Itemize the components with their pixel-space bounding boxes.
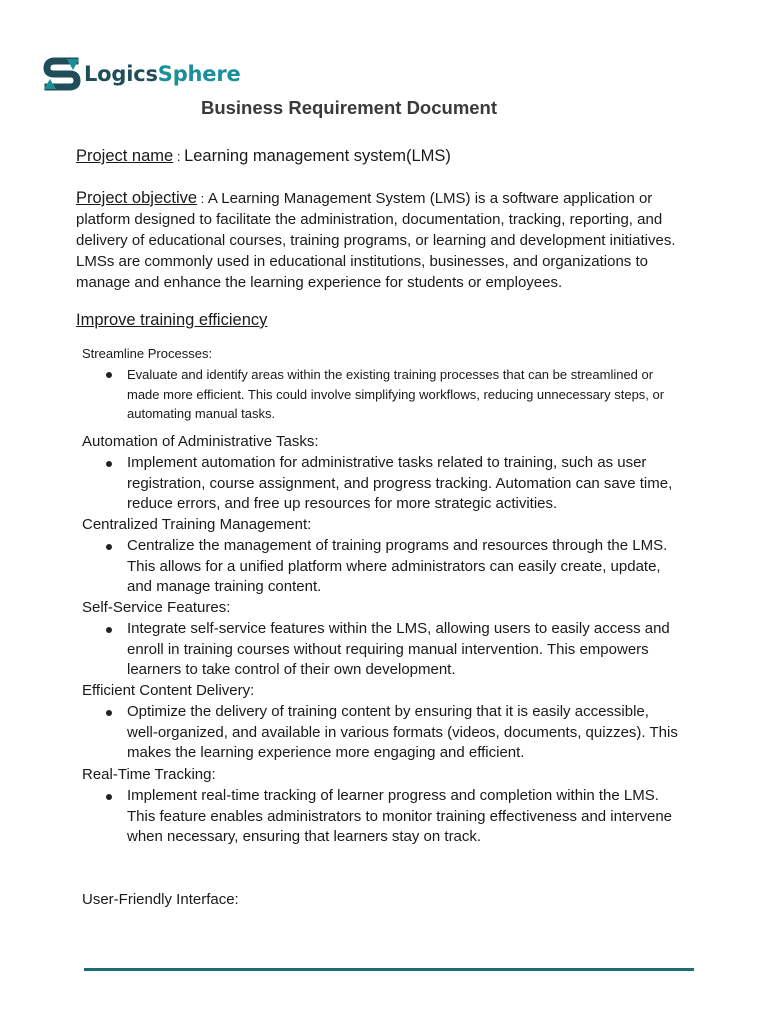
project-name-value: Learning management system(LMS) bbox=[184, 147, 451, 165]
project-objective-text: A Learning Management System (LMS) is a software application or platform designed to facilitate the administration, documentation, tracking, reporting, and delivery of educational courses, training programs, or learning and development initiatives. LMSs are commonly used in educational institutions, businesses, and organizations to manage and enhance the learning experience for students or employees. bbox=[76, 190, 676, 291]
item-title: Automation of Administrative Tasks: bbox=[82, 433, 319, 450]
list-item-text: Implement real-time tracking of learner progress and completion within the LMS. This feature enables administrators to monitor training effectiveness and intervene when necessary, ensuring that learners stay on track. bbox=[127, 787, 673, 845]
item-title: Self-Service Features: bbox=[82, 599, 231, 616]
item-title: Centralized Training Management: bbox=[82, 516, 312, 533]
list-item bbox=[127, 702, 683, 764]
project-name-separator: : bbox=[173, 149, 185, 164]
bullet-dot-icon bbox=[106, 372, 112, 378]
logo-wordmark-part1: Logics bbox=[84, 62, 158, 86]
bullet-dot-icon bbox=[106, 794, 112, 800]
list-item bbox=[127, 536, 683, 598]
project-name-label: Project name bbox=[76, 147, 174, 165]
document-title: Business Requirement Document bbox=[200, 97, 498, 118]
bullet-dot-icon bbox=[106, 710, 112, 716]
bullet-dot-icon bbox=[106, 461, 112, 467]
list-item-text: Evaluate and identify areas within the existing training processes that can be streamlined or made more efficient. This could involve simplifying workflows, reducing unnecessary steps, or automating manual tasks. bbox=[127, 367, 665, 421]
logo-wordmark bbox=[84, 56, 241, 92]
list-item-text: Optimize the delivery of training content by ensuring that it is easily accessible, well-organized, and available in various formats (videos, documents, quizzes). This makes the learning experience more engaging and efficient. bbox=[127, 703, 678, 761]
company-logo bbox=[42, 56, 241, 92]
list-item bbox=[127, 786, 683, 848]
project-objective-paragraph bbox=[76, 188, 686, 293]
bullet-dot-icon bbox=[106, 544, 112, 550]
list-item bbox=[127, 619, 683, 681]
project-name-line bbox=[76, 146, 686, 167]
project-objective-separator: : bbox=[197, 191, 208, 206]
item-title: Real-Time Tracking: bbox=[82, 766, 216, 783]
section-heading: Improve training efficiency bbox=[76, 311, 268, 329]
logicssphere-logo-icon bbox=[42, 56, 82, 92]
list-item bbox=[127, 453, 683, 515]
item-title: Efficient Content Delivery: bbox=[82, 682, 255, 699]
list-item-text: Implement automation for administrative tasks related to training, such as user registration, course assignment, and progress tracking. Automation can save time, reduce errors, and free up resources for more strategic activities. bbox=[127, 454, 673, 512]
list-item-text: Centralize the management of training programs and resources through the LMS. This allows for a unified platform where administrators can easily create, update, and manage training content. bbox=[127, 537, 668, 595]
list-item-text: Integrate self-service features within the LMS, allowing users to easily access and enroll in training courses without requiring manual intervention. This empowers learners to take control of their own development. bbox=[127, 620, 670, 678]
logo-wordmark-part2: Sphere bbox=[157, 62, 241, 86]
project-objective-label: Project objective bbox=[76, 189, 198, 207]
item-title: User-Friendly Interface: bbox=[82, 891, 239, 908]
list-item bbox=[127, 365, 683, 424]
item-title: Streamline Processes: bbox=[82, 346, 213, 361]
bullet-dot-icon bbox=[106, 627, 112, 633]
footer-divider bbox=[84, 968, 694, 971]
